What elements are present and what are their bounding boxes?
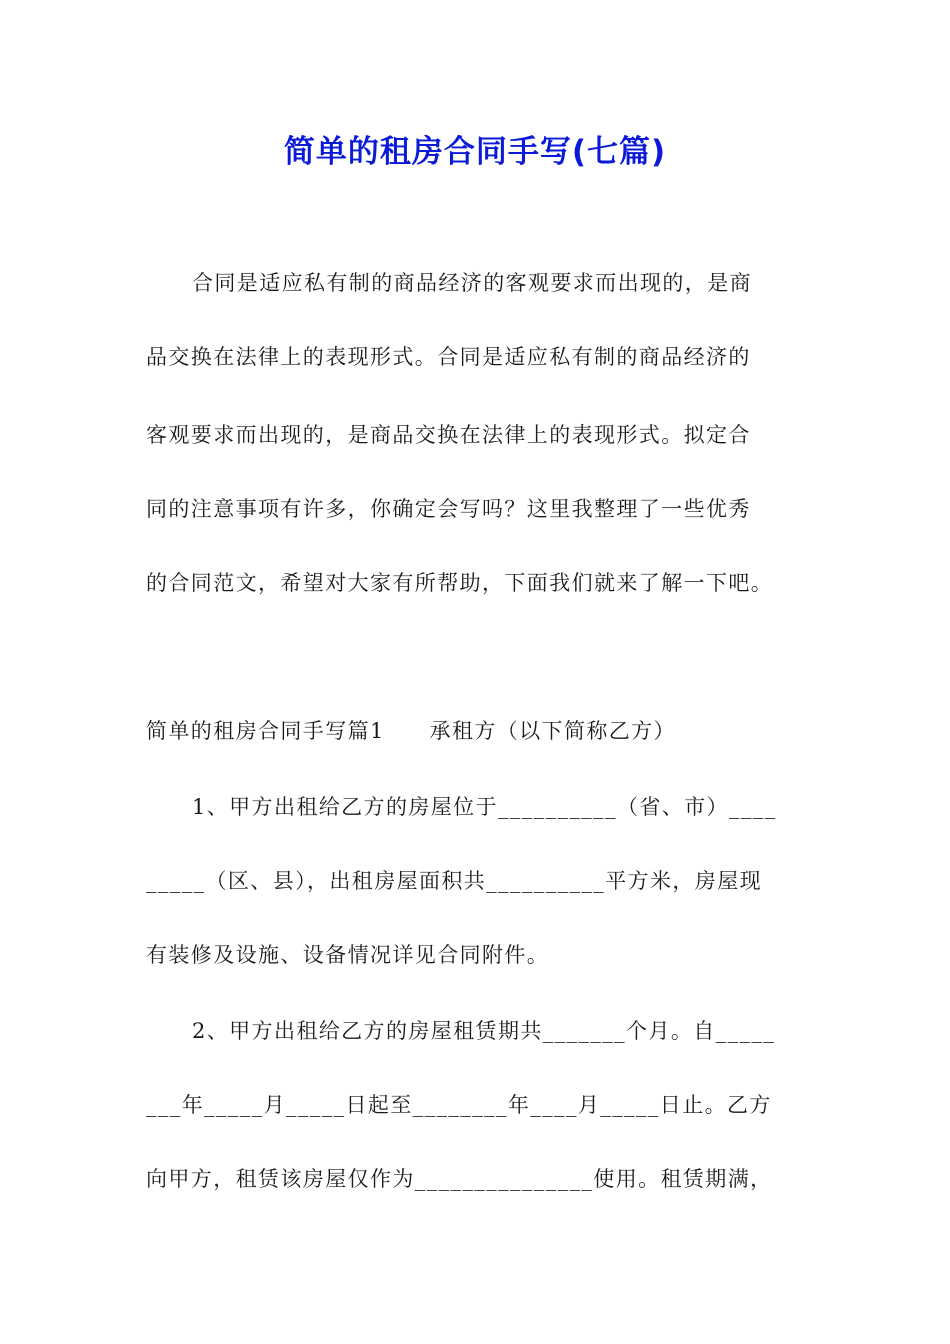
section-heading: 简单的租房合同手写篇1 承租方（以下简称乙方） (146, 719, 676, 743)
clause-2-line: 2、甲方出租给乙方的房屋租赁期共_______个月。自_____ (192, 1019, 776, 1043)
clause-2-line: ___年_____月_____日起至________年____月_____日止。乙方 (146, 1093, 772, 1117)
intro-paragraph-line: 的合同范文，希望对大家有所帮助，下面我们就来了解一下吧。 (146, 571, 774, 595)
intro-paragraph-line: 客观要求而出现的，是商品交换在法律上的表现形式。拟定合 (146, 423, 751, 447)
clause-1-line: 1、甲方出租给乙方的房屋位于__________（省、市）____ (192, 795, 777, 819)
intro-paragraph-line: 合同是适应私有制的商品经济的客观要求而出现的，是商 (192, 271, 752, 295)
clause-1-line: 有装修及设施、设备情况详见合同附件。 (146, 943, 550, 967)
document-title: 简单的租房合同手写(七篇) (283, 134, 667, 170)
intro-paragraph-line: 同的注意事项有许多，你确定会写吗？这里我整理了一些优秀 (146, 497, 751, 521)
clause-1-line: _____（区、县），出租房屋面积共__________平方米，房屋现 (146, 869, 762, 893)
intro-paragraph-line: 品交换在法律上的表现形式。合同是适应私有制的商品经济的 (146, 345, 751, 369)
clause-2-line: 向甲方，租赁该房屋仅作为_______________使用。租赁期满， (146, 1167, 773, 1191)
